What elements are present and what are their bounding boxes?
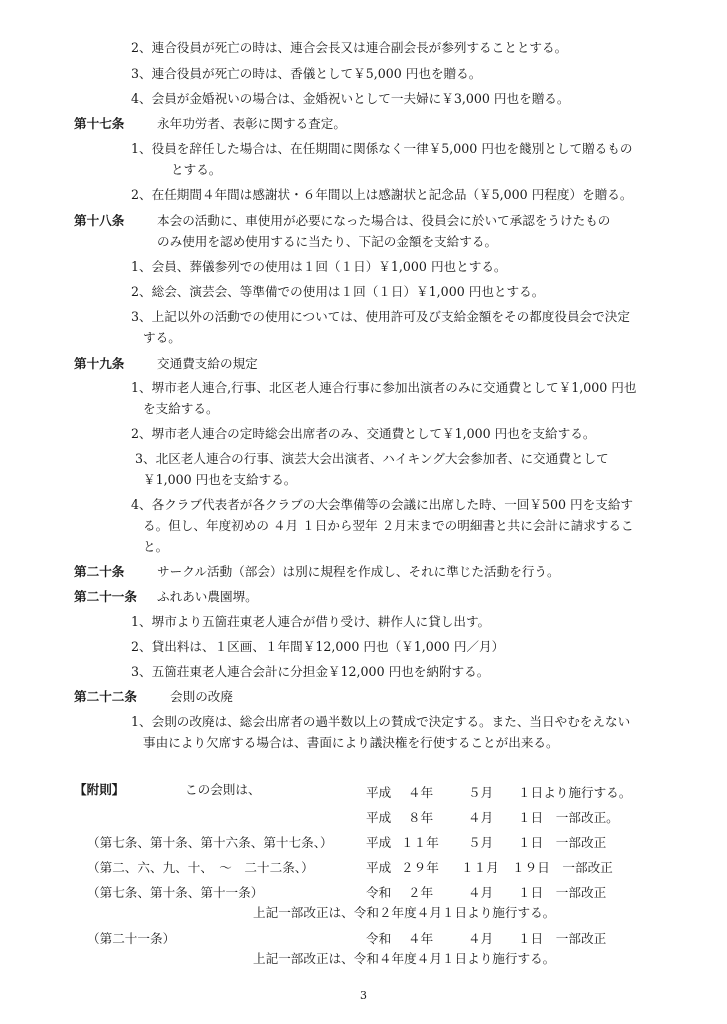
amendment-note-1: 上記一部改正は、令和２年度４月１日より施行する。 xyxy=(253,905,556,920)
month: ４月 xyxy=(468,810,494,825)
day: １日 一部改正 xyxy=(518,835,607,850)
article-16-item-4: 4、会員が金婚祝いの場合は、金婚祝いとして一夫婦に￥3,000 円也を贈る。 xyxy=(131,91,570,106)
era: 平成 xyxy=(366,835,392,850)
article-21-item-2: 2、貸出料は、１区画、１年間￥12,000 円也（￥1,000 円／月） xyxy=(131,639,505,654)
article-22-item-1: 1、会則の改廃は、総会出席者の過半数以上の賛成で決定する。また、当日やむをえない xyxy=(131,714,631,729)
day: １９日 一部改正 xyxy=(512,860,613,875)
article-17-label: 第十七条 xyxy=(74,116,125,131)
article-20-label: 第二十条 xyxy=(74,564,125,579)
era: 平成 xyxy=(366,860,392,875)
year: １１年 xyxy=(401,835,439,850)
article-16-item-2: 2、連合役員が死亡の時は、連合会長又は連合副会長が参列することとする。 xyxy=(131,40,568,55)
article-18-item-3: 3、上記以外の活動での使用については、使用許可及び支給金額をその都度役員会で決定 xyxy=(131,309,630,324)
article-19-title: 交通費支給の規定 xyxy=(157,356,258,371)
articles: （第二十一条） xyxy=(87,931,176,946)
day: １日 一部改正 xyxy=(518,885,607,900)
article-18-item-2: 2、総会、演芸会、等準備での使用は１回（１日）￥1,000 円也とする。 xyxy=(131,284,545,299)
article-22-label: 第二十二条 xyxy=(74,689,137,704)
articles: （第七条、第十条、第十一条） xyxy=(87,885,264,900)
article-19-item-4-end: と。 xyxy=(143,539,169,554)
era: 平成 xyxy=(366,785,392,800)
article-17-title: 永年功労者、表彰に関する査定。 xyxy=(157,116,346,131)
article-21-label: 第二十一条 xyxy=(74,589,137,604)
article-18-item-3-cont: する。 xyxy=(143,330,181,345)
amendment-note-2: 上記一部改正は、令和４年度４月１日より施行する。 xyxy=(253,951,556,966)
year: ８年 xyxy=(408,810,434,825)
month: ５月 xyxy=(468,785,494,800)
articles: （第七条、第十条、第十六条、第十七条、） xyxy=(87,835,333,850)
year: ４年 xyxy=(408,785,434,800)
articles: （第二、六、九、十、 ～ 二十二条、） xyxy=(87,860,314,875)
year: ２年 xyxy=(408,885,434,900)
supplementary-label: 【附則】 xyxy=(74,782,125,797)
year: ４年 xyxy=(408,931,434,946)
page-number: 3 xyxy=(360,989,367,1002)
article-19-item-3-cont: ￥1,000 円也を支給する。 xyxy=(143,472,297,487)
article-21-item-3: 3、五箇荘東老人連合会計に分担金￥12,000 円也を納附する。 xyxy=(131,664,490,679)
article-19-label: 第十九条 xyxy=(74,356,125,371)
article-17-item-1: 1、役員を辞任した場合は、在任期間に関係なく一律￥5,000 円也を餞別として贈るもの xyxy=(131,141,633,156)
supplementary-intro: この会則は、 xyxy=(185,782,261,797)
article-21-item-1: 1、堺市より五箇荘東老人連合が借り受け、耕作人に貸し出す。 xyxy=(131,614,491,629)
article-16-item-3: 3、連合役員が死亡の時は、香儀として￥5,000 円也を贈る。 xyxy=(131,66,482,81)
month: ４月 xyxy=(468,931,494,946)
article-19-item-4: 4、各クラブ代表者が各クラブの大会準備等の会議に出席した時、一回￥500 円を支給す xyxy=(131,497,634,512)
article-17-item-1-cont: とする。 xyxy=(171,162,222,177)
day: １日より施行する。 xyxy=(518,785,632,800)
year: ２９年 xyxy=(401,860,439,875)
month: ５月 xyxy=(468,835,494,850)
article-18-label: 第十八条 xyxy=(74,213,125,228)
article-19-item-2: 2、堺市老人連合の定時総会出席者のみ、交通費として￥1,000 円也を支給する。 xyxy=(131,426,596,441)
article-18-title-cont: のみ使用を認め使用するに当たり、下記の金額を支給する。 xyxy=(157,234,498,249)
article-22-title: 会則の改廃 xyxy=(170,689,233,704)
day: １日 一部改正 xyxy=(518,931,607,946)
article-19-item-1-cont: を支給する。 xyxy=(143,401,219,416)
article-18-title: 本会の活動に、車使用が必要になった場合は、役員会に於いて承認をうけたもの xyxy=(157,213,611,228)
article-18-item-1: 1、会員、葬儀参列での使用は１回（１日）￥1,000 円也とする。 xyxy=(131,259,507,274)
article-19-item-3: 3、北区老人連合の行事、演芸大会出演者、ハイキング大会参加者、に交通費として xyxy=(135,451,609,466)
era: 令和 xyxy=(366,885,392,900)
era: 令和 xyxy=(366,931,392,946)
article-19-item-1: 1、堺市老人連合,行事、北区老人連合行事に参加出演者のみに交通費として￥1,000 円也 xyxy=(131,380,637,395)
month: ４月 xyxy=(468,885,494,900)
era: 平成 xyxy=(366,810,392,825)
article-20-title: サークル活動（部会）は別に規程を作成し、それに準じた活動を行う。 xyxy=(157,564,560,579)
article-22-item-1-cont: 事由により欠席する場合は、書面により議決権を行使することが出来る。 xyxy=(143,735,559,750)
article-19-item-4-cont: る。但し、年度初めの ４月 １日から翌年 ２月末までの明細書と共に会計に請求するこ xyxy=(143,518,634,533)
article-17-item-2: 2、在任期間４年間は感謝状・６年間以上は感謝状と記念品（￥5,000 円程度）を贈る。 xyxy=(131,187,633,202)
article-21-title: ふれあい農園堺。 xyxy=(157,589,258,604)
day: １日 一部改正。 xyxy=(518,810,619,825)
month: １１月 xyxy=(461,860,499,875)
